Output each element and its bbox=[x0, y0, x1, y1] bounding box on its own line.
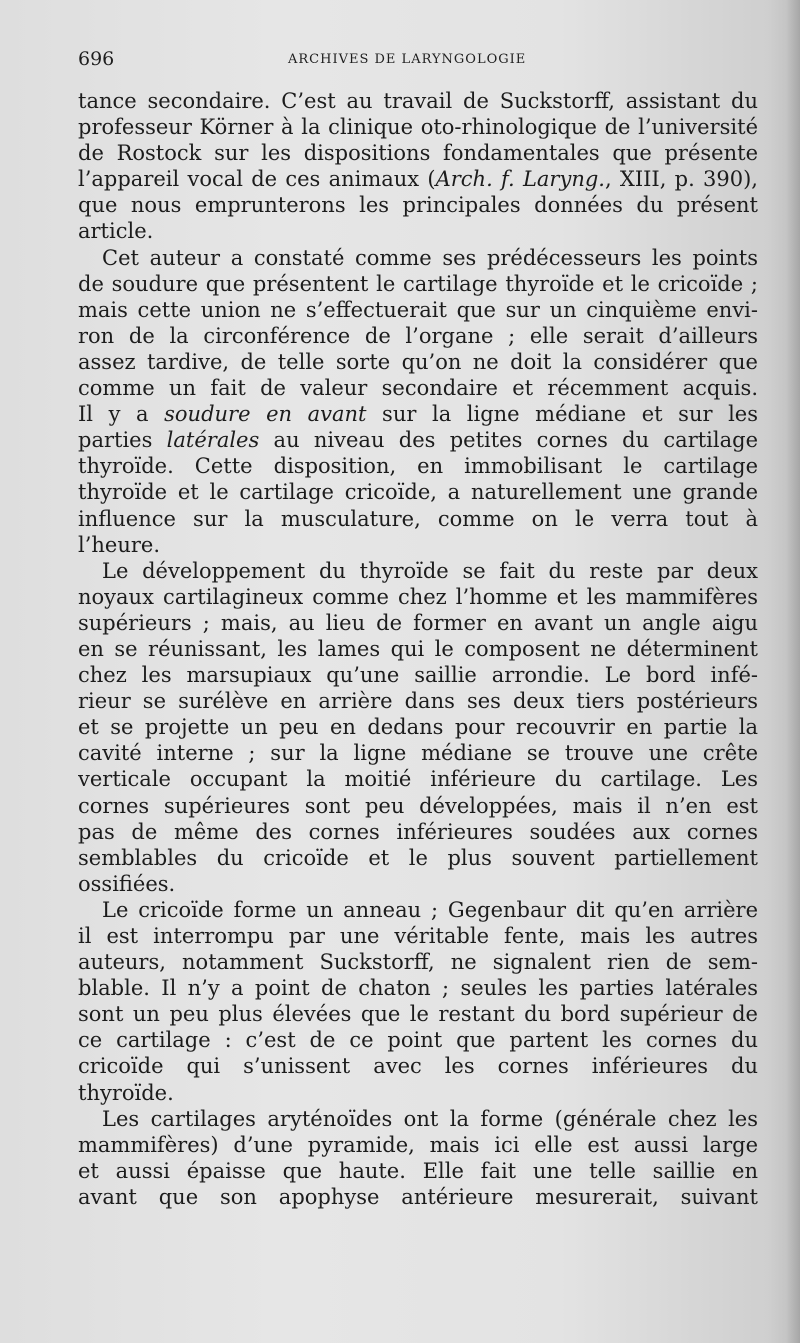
body-text bbox=[78, 88, 758, 1210]
text-line: Cet auteur a constaté comme ses prédécesseurs les points bbox=[102, 245, 758, 270]
text-line: blable. Il n’y a point de chaton ; seules les parties latérales bbox=[78, 976, 758, 1001]
text-line: que nous emprunterons les principales données du présent bbox=[78, 193, 758, 218]
text-segment: , XIII, p. 390), bbox=[604, 167, 758, 192]
text-line: semblables du cricoïde et le plus souvent partiellement bbox=[78, 845, 758, 870]
text-line: verticale occupant la moitié inférieure du cartilage. Les bbox=[78, 767, 758, 792]
page-header bbox=[78, 48, 754, 74]
text-line: de soudure que présentent le cartilage thyroïde et le cricoïde ; bbox=[78, 271, 758, 296]
page-number: 696 bbox=[78, 48, 115, 70]
text-line: ron de la circonférence de l’organe ; elle serait d’ailleurs bbox=[78, 323, 758, 348]
text-line: et aussi épaisse que haute. Elle fait une telle saillie en bbox=[78, 1158, 758, 1183]
text-line: ce cartilage : c’est de ce point que partent les cornes du bbox=[78, 1028, 758, 1053]
text-line: mammifères) d’une pyramide, mais ici elle est aussi large bbox=[78, 1132, 758, 1157]
text-line: ossifiées. bbox=[78, 871, 176, 896]
text-segment: Il y a bbox=[78, 402, 165, 427]
text-line bbox=[78, 427, 758, 453]
text-line: avant que son apophyse antérieure mesurerait, suivant bbox=[78, 1184, 758, 1209]
text-line: cavité interne ; sur la ligne médiane se trouve une crête bbox=[78, 741, 758, 766]
text-line: il est interrompu par une véritable fente, mais les autres bbox=[78, 924, 758, 948]
text-segment: l’appareil vocal de ces animaux ( bbox=[78, 167, 436, 192]
italic-text-segment: Arch. f. Laryng. bbox=[435, 167, 605, 192]
text-line: thyroïde. bbox=[78, 1080, 174, 1105]
running-head: ARCHIVES DE LARYNGOLOGIE bbox=[288, 52, 527, 67]
text-line: en se réunissant, les lames qui le composent ne déterminent bbox=[78, 636, 758, 661]
text-segment: au niveau des petites cornes du cartilage bbox=[259, 428, 758, 453]
text-line: Le cricoïde forme un anneau ; Gegenbaur dit qu’en arrière bbox=[102, 897, 758, 922]
text-line: thyroïde et le cartilage cricoïde, a naturellement une grande bbox=[78, 480, 758, 505]
text-line: chez les marsupiaux qu’une saillie arrondie. Le bord infé- bbox=[78, 663, 758, 688]
text-line: sont un peu plus élevées que le restant du bord supérieur de bbox=[78, 1002, 758, 1027]
text-line: assez tardive, de telle sorte qu’on ne doit la considérer que bbox=[78, 349, 758, 374]
text-line: professeur Körner à la clinique oto-rhinologique de l’université bbox=[78, 115, 758, 140]
italic-text-segment: latérales bbox=[166, 428, 260, 453]
text-segment: sur la ligne médiane et sur les bbox=[366, 402, 758, 427]
text-line: cornes supérieures sont peu développées, mais il n’en est bbox=[78, 793, 758, 818]
text-line: cricoïde qui s’unissent avec les cornes inférieures du bbox=[78, 1054, 758, 1079]
text-line: influence sur la musculature, comme on le verra tout à bbox=[78, 506, 758, 531]
text-line: thyroïde. Cette disposition, en immobilisant le cartilage bbox=[78, 454, 758, 479]
text-line: auteurs, notamment Suckstorff, ne signalent rien de sem- bbox=[78, 950, 758, 975]
text-line: article. bbox=[78, 219, 154, 244]
text-line: rieur se surélève en arrière dans ses deux tiers postérieurs bbox=[78, 689, 758, 714]
text-line: de Rostock sur les dispositions fondamentales que présente bbox=[78, 141, 758, 166]
text-line: Les cartilages aryténoïdes ont la forme (générale chez les bbox=[102, 1106, 758, 1131]
text-segment: parties bbox=[78, 428, 167, 453]
text-line: tance secondaire. C’est au travail de Suckstorff, assistant du bbox=[78, 89, 758, 113]
text-line: mais cette union ne s’effectuerait que sur un cinquième envi- bbox=[78, 297, 758, 322]
text-line: Le développement du thyroïde se fait du reste par deux bbox=[102, 558, 758, 583]
text-line: l’heure. bbox=[78, 532, 161, 557]
text-line: comme un fait de valeur secondaire et récemment acquis. bbox=[78, 376, 758, 401]
text-line: pas de même des cornes inférieures soudées aux cornes bbox=[78, 819, 758, 844]
text-line: supérieurs ; mais, au lieu de former en avant un angle aigu bbox=[78, 610, 758, 635]
italic-text-segment: soudure en avant bbox=[164, 402, 367, 427]
text-line: et se projette un peu en dedans pour recouvrir en partie la bbox=[78, 715, 758, 740]
text-line: noyaux cartilagineux comme chez l’homme et les mammifères bbox=[78, 584, 758, 609]
text-line bbox=[78, 166, 758, 192]
text-line bbox=[78, 401, 758, 427]
